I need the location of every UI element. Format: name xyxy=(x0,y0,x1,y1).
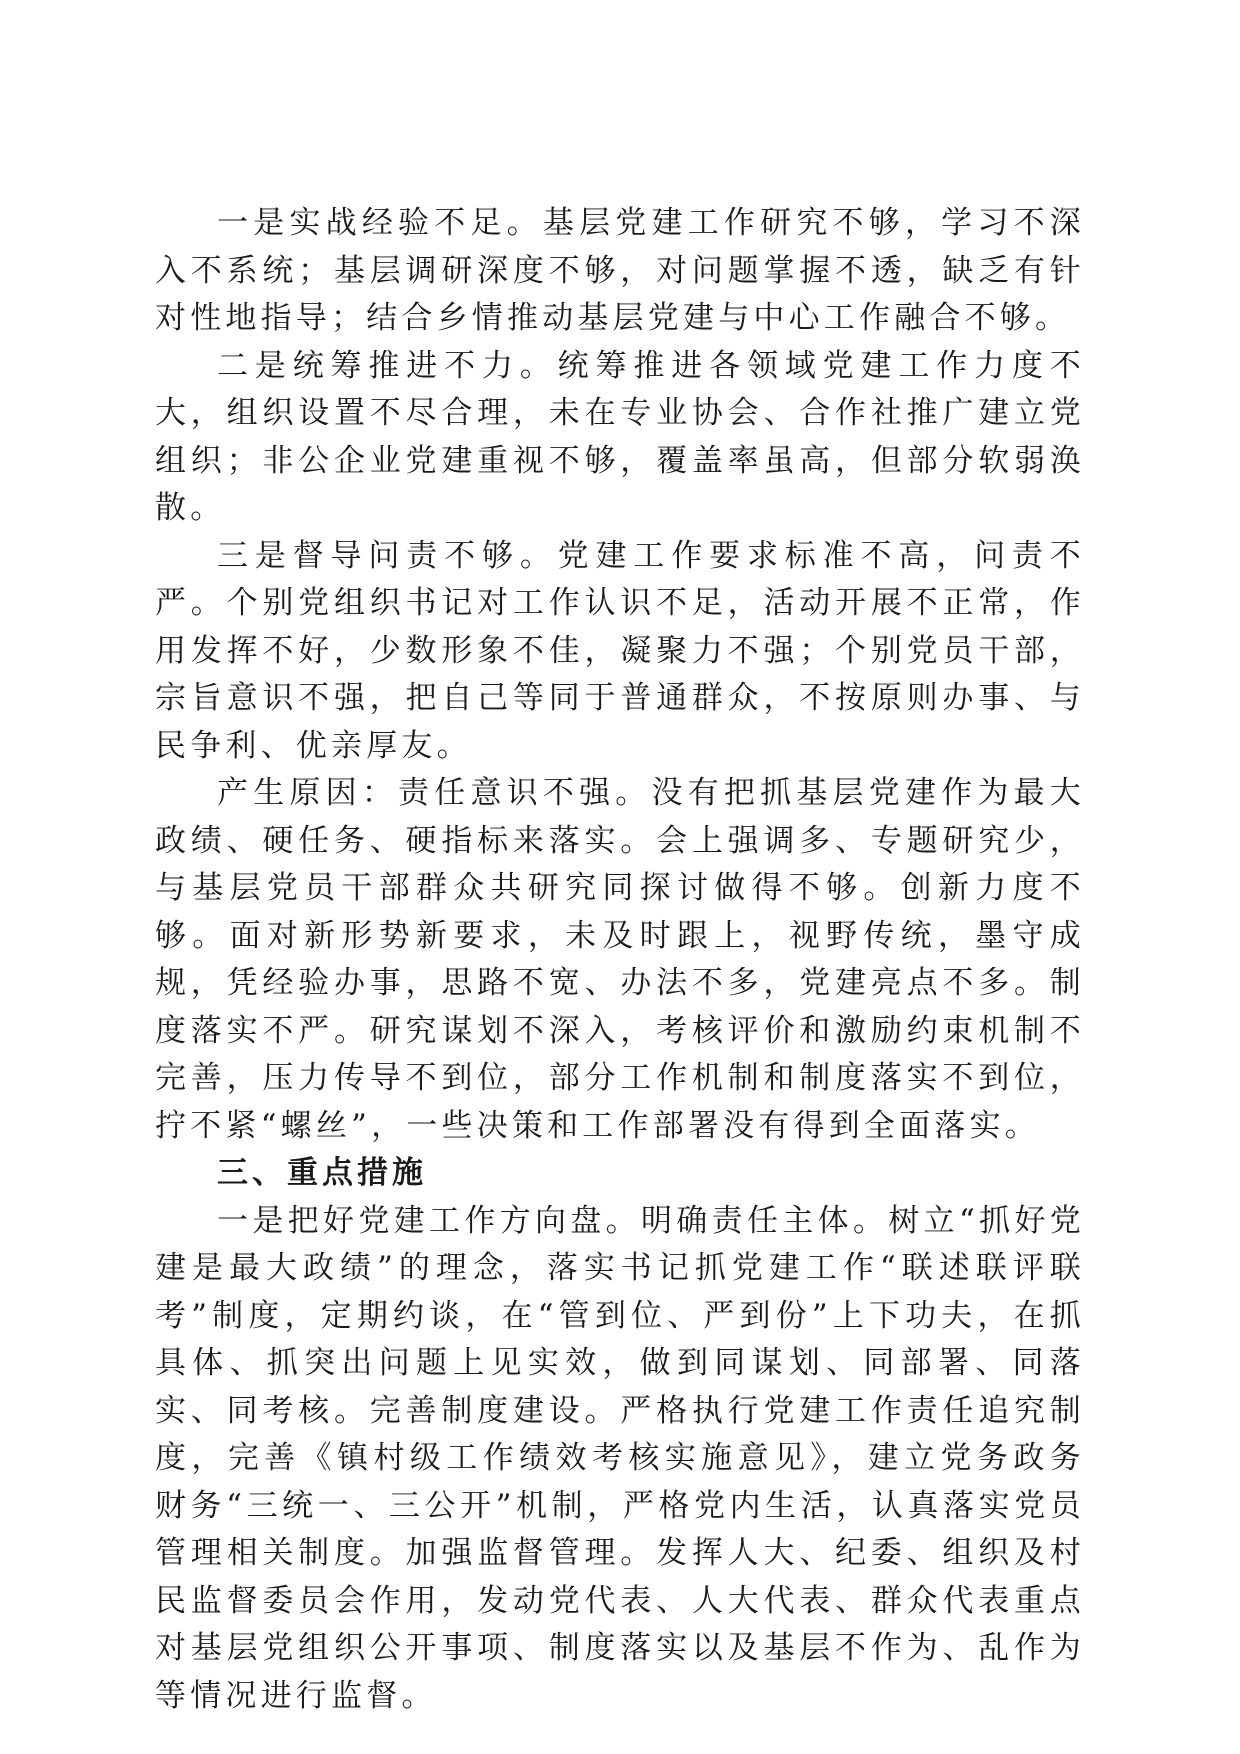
document-page xyxy=(155,200,1085,1720)
paragraph-practical-experience: 一是实战经验不足。基层党建工作研究不够，学习不深入不系统；基层调研深度不够，对问题掌握不透，缺乏有针对性地指导；结合乡情推动基层党建与中心工作融合不够。 xyxy=(155,205,1085,336)
paragraph-causes: 产生原因：责任意识不强。没有把抓基层党建作为最大政绩、硬任务、硬指标来落实。会上强调多、专题研究少，与基层党员干部群众共研究同探讨做得不够。创新力度不够。面对新形势新要求，未及时跟上，视野传统，墨守成规，凭经验办事，思路不宽、办法不多，党建亮点不多。制度落实不严。研究谋划不深入，考核评价和激励约束机制不完善，压力传导不到位，部分工作机制和制度落实不到位，拧不紧“螺丝”，一些决策和工作部署没有得到全面落实。 xyxy=(155,775,1085,1144)
paragraph-overall-planning: 二是统筹推进不力。统筹推进各领域党建工作力度不大，组织设置不尽合理，未在专业协会、合作社推广建立党组织；非公企业党建重视不够，覆盖率虽高，但部分软弱涣散。 xyxy=(155,347,1085,526)
section-heading-key-measures: 三、重点措施 xyxy=(217,1155,427,1191)
paragraph-supervision-accountability: 三是督导问责不够。党建工作要求标准不高，问责不严。个别党组织书记对工作认识不足，活动开展不正常，作用发挥不好，少数形象不佳，凝聚力不强；个别党员干部，宗旨意识不强，把自己等同于普通群众，不按原则办事、与民争利、优亲厚友。 xyxy=(155,537,1085,764)
paragraph-party-building-direction: 一是把好党建工作方向盘。明确责任主体。树立“抓好党建是最大政绩”的理念，落实书记抓党建工作“联述联评联考”制度，定期约谈，在“管到位、严到份”上下功夫，在抓具体、抓突出问题上见实效，做到同谋划、同部署、同落实、同考核。完善制度建设。严格执行党建工作责任追究制度，完善《镇村级工作绩效考核实施意见》，建立党务政务财务“三统一、三公开”机制，严格党内生活，认真落实党员管理相关制度。加强监督管理。发挥人大、纪委、组织及村民监督委员会作用，发动党代表、人大代表、群众代表重点对基层党组织公开事项、制度落实以及基层不作为、乱作为等情况进行监督。 xyxy=(155,1202,1085,1714)
